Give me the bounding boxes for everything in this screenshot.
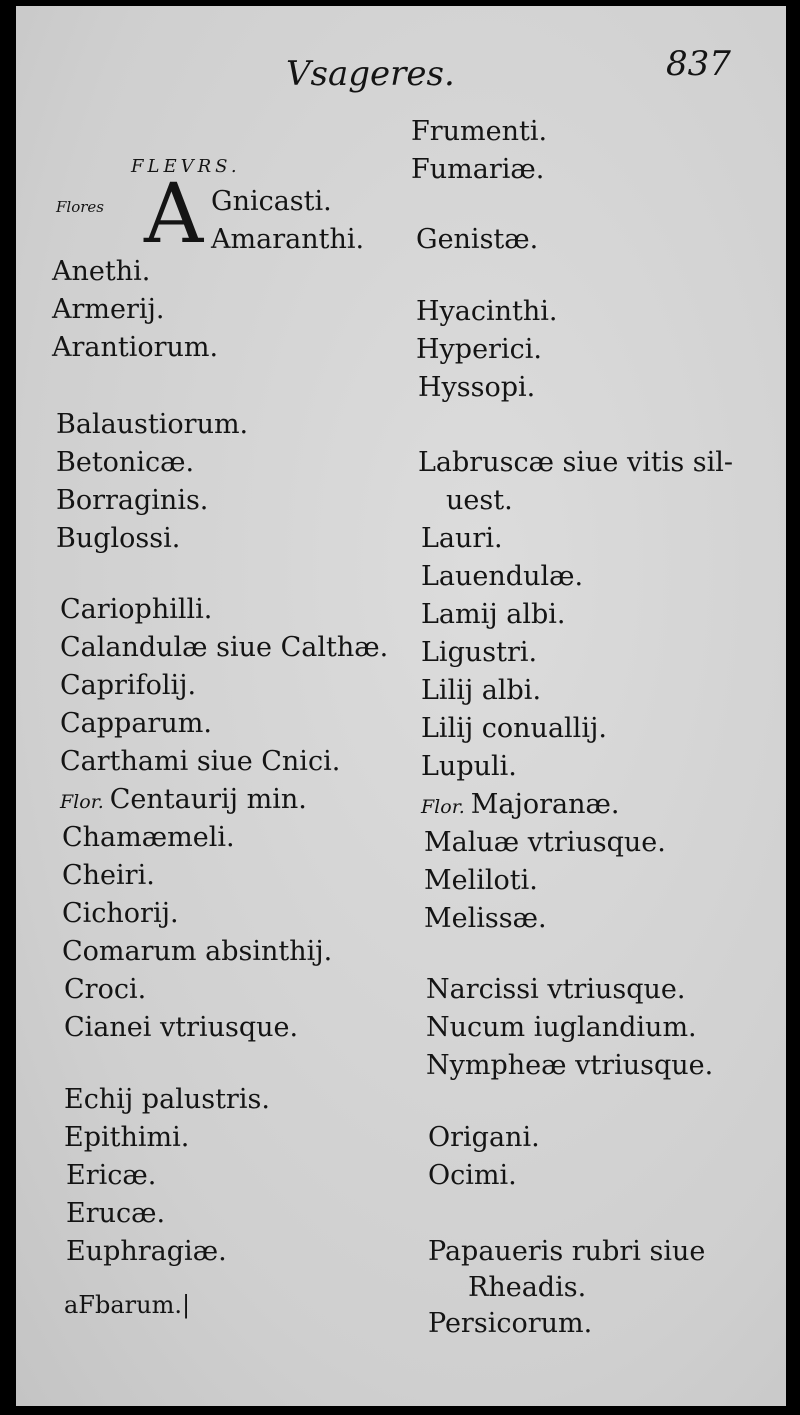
right-entry xyxy=(421,639,537,666)
left-entry xyxy=(60,786,307,813)
entry-text: Cheiri. xyxy=(62,860,155,891)
entry-text: Betonicæ. xyxy=(56,447,195,478)
left-entry xyxy=(66,1162,156,1189)
entry-text: Euphragiæ. xyxy=(66,1236,227,1267)
entry-text: uest. xyxy=(446,485,513,516)
entry-text: Buglossi. xyxy=(56,523,181,554)
right-entry xyxy=(424,867,538,894)
left-entry xyxy=(60,748,340,775)
entry-text: Hyssopi. xyxy=(418,372,536,403)
entry-text: Papaueris rubri siue xyxy=(428,1236,706,1267)
entry-text: Chamæmeli. xyxy=(62,822,235,853)
running-title: Vsageres. xyxy=(286,54,455,94)
section-heading: FLEVRS. xyxy=(131,156,241,177)
right-entry xyxy=(428,1162,517,1189)
entry-text: Fumariæ. xyxy=(411,154,545,185)
left-entry xyxy=(66,1238,227,1265)
flor-prefix: Flor. xyxy=(421,796,465,818)
entry-text: Labruscæ siue vitis sil- xyxy=(418,447,734,478)
entry-text: Maluæ vtriusque. xyxy=(424,827,666,858)
entry-text: Ericæ. xyxy=(66,1160,157,1191)
left-entry xyxy=(211,188,332,215)
right-entry xyxy=(426,976,685,1003)
right-entry xyxy=(426,1014,697,1041)
right-entry xyxy=(424,905,547,932)
right-entry xyxy=(416,226,538,253)
flor-prefix: Flor. xyxy=(60,791,104,813)
entry-text: Armerij. xyxy=(52,294,165,325)
left-entry xyxy=(56,411,248,438)
flores-label: Flores xyxy=(56,198,104,216)
entry-text: Lupuli. xyxy=(421,751,517,782)
left-entry xyxy=(62,862,155,889)
entry-text: Nympheæ vtriusque. xyxy=(426,1050,714,1081)
right-entry xyxy=(421,791,619,818)
left-entry xyxy=(60,634,388,661)
right-entry xyxy=(426,1052,713,1079)
right-entry xyxy=(418,449,733,476)
right-entry xyxy=(411,156,544,183)
right-entry xyxy=(468,1274,586,1301)
page-number: 837 xyxy=(666,44,731,84)
entry-text: Cariophilli. xyxy=(60,594,213,625)
right-entry xyxy=(416,336,542,363)
entry-text: Carthami siue Cnici. xyxy=(60,746,341,777)
entry-text: Ligustri. xyxy=(421,637,538,668)
right-entry xyxy=(428,1238,705,1265)
left-entry xyxy=(60,672,196,699)
entry-text: Lamij albi. xyxy=(421,599,566,630)
left-entry xyxy=(56,487,208,514)
right-entry xyxy=(421,601,565,628)
entry-text: Hyacinthi. xyxy=(416,296,558,327)
right-entry xyxy=(421,753,517,780)
right-entry xyxy=(424,829,666,856)
entry-text: Origani. xyxy=(428,1122,540,1153)
entry-text: Calandulæ siue Calthæ. xyxy=(60,632,389,663)
entry-text: Centaurij min. xyxy=(109,784,307,815)
entry-text: Meliloti. xyxy=(424,865,538,896)
right-entry xyxy=(411,118,547,145)
left-entry xyxy=(52,334,218,361)
entry-text: Cianei vtriusque. xyxy=(64,1012,299,1043)
left-entry xyxy=(64,1086,270,1113)
bottom-fragment: aFbarum.| xyxy=(64,1291,191,1319)
right-entry xyxy=(421,525,503,552)
entry-text: Comarum absinthij. xyxy=(62,936,333,967)
entry-text: Erucæ. xyxy=(66,1198,166,1229)
entry-text: Narcissi vtriusque. xyxy=(426,974,686,1005)
left-entry xyxy=(62,900,179,927)
entry-text: Frumenti. xyxy=(411,116,548,147)
book-page xyxy=(16,6,786,1406)
entry-text: Borraginis. xyxy=(56,485,209,516)
right-entry xyxy=(446,487,513,514)
entry-text: Arantiorum. xyxy=(52,332,219,363)
right-entry xyxy=(416,298,558,325)
left-entry xyxy=(64,1014,298,1041)
entry-text: Lauri. xyxy=(421,523,503,554)
left-entry xyxy=(60,596,212,623)
left-entry xyxy=(64,976,146,1003)
right-entry xyxy=(421,677,541,704)
left-entry xyxy=(62,824,235,851)
entry-text: Lauendulæ. xyxy=(421,561,584,592)
right-entry xyxy=(418,374,535,401)
right-entry xyxy=(421,715,607,742)
entry-text: Melissæ. xyxy=(424,903,547,934)
entry-text: Echij palustris. xyxy=(64,1084,270,1115)
left-entry xyxy=(60,710,212,737)
entry-text: Cichorij. xyxy=(62,898,179,929)
left-entry xyxy=(56,525,180,552)
left-entry xyxy=(52,258,150,285)
right-entry xyxy=(428,1310,592,1337)
drop-cap: A xyxy=(144,167,204,262)
entry-text: Amaranthi. xyxy=(211,224,365,255)
entry-text: Persicorum. xyxy=(428,1308,593,1339)
left-entry xyxy=(56,449,194,476)
left-entry xyxy=(62,938,332,965)
entry-text: Hyperici. xyxy=(416,334,542,365)
entry-text: Caprifolij. xyxy=(60,670,197,701)
right-entry xyxy=(428,1124,540,1151)
entry-text: Croci. xyxy=(64,974,147,1005)
entry-text: Rheadis. xyxy=(468,1272,587,1303)
entry-text: Nucum iuglandium. xyxy=(426,1012,697,1043)
entry-text: Anethi. xyxy=(52,256,151,287)
entry-text: Majoranæ. xyxy=(470,789,620,820)
entry-text: Lilij conuallij. xyxy=(421,713,607,744)
entry-text: Balaustiorum. xyxy=(56,409,249,440)
entry-text: Ocimi. xyxy=(428,1160,517,1191)
entry-text: Gnicasti. xyxy=(211,186,332,217)
left-entry xyxy=(66,1200,165,1227)
entry-text: Lilij albi. xyxy=(421,675,542,706)
right-entry xyxy=(421,563,583,590)
entry-text: Epithimi. xyxy=(64,1122,190,1153)
left-entry xyxy=(52,296,164,323)
entry-text: Capparum. xyxy=(60,708,212,739)
entry-text: Genistæ. xyxy=(416,224,539,255)
left-entry xyxy=(211,226,364,253)
left-entry xyxy=(64,1124,189,1151)
